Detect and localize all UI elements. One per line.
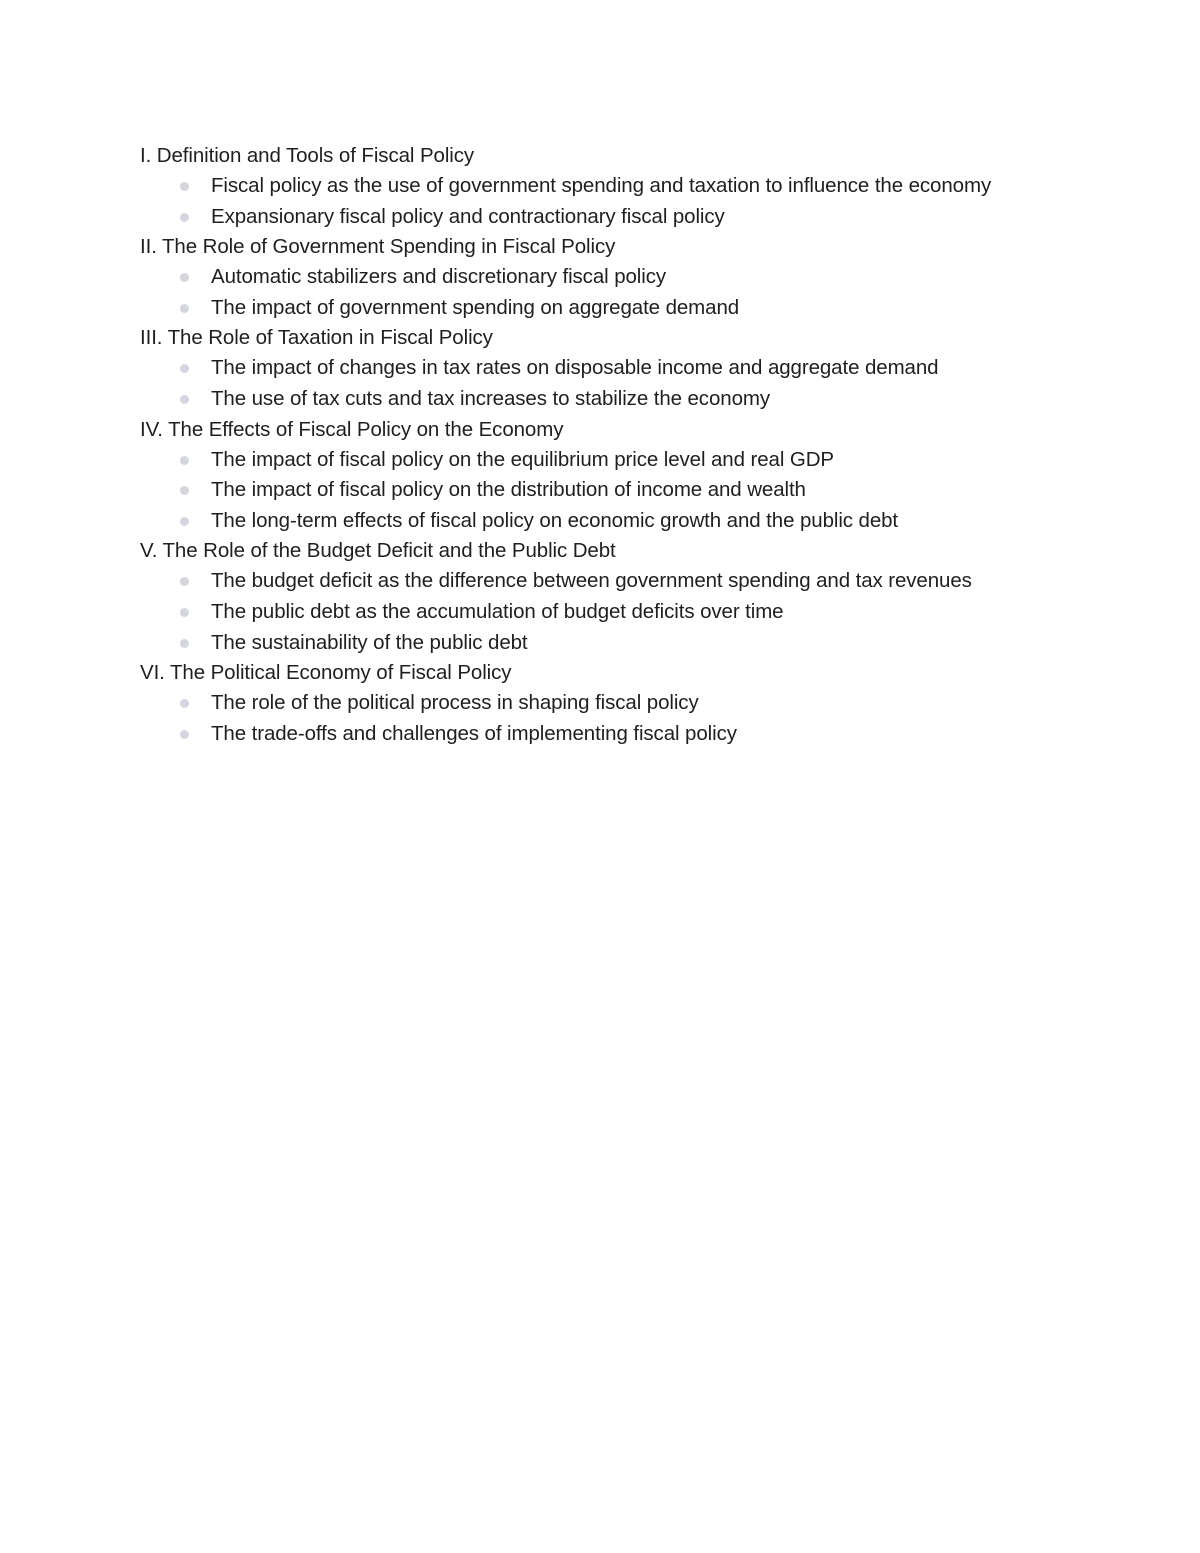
list-item-text: The impact of government spending on aggregate demand — [211, 295, 740, 319]
bullet-list — [140, 688, 1140, 749]
list-item-text: Expansionary fiscal policy and contractionary fiscal policy — [211, 204, 725, 228]
outline-section — [140, 323, 1140, 414]
list-item — [140, 384, 1140, 415]
list-item-text: The trade-offs and challenges of implementing fiscal policy — [211, 721, 737, 745]
bullet-dot-icon — [180, 456, 189, 465]
bullet-dot-icon — [180, 486, 189, 495]
bullet-dot-icon — [180, 608, 189, 617]
list-item-text: The impact of fiscal policy on the equilibrium price level and real GDP — [211, 447, 834, 471]
outline-section — [140, 536, 1140, 658]
section-heading: IV. The Effects of Fiscal Policy on the Economy — [140, 417, 564, 441]
list-item-text: The impact of fiscal policy on the distribution of income and wealth — [211, 478, 806, 502]
list-item-text: The public debt as the accumulation of budget deficits over time — [211, 599, 784, 623]
section-heading: VI. The Political Economy of Fiscal Policy — [140, 661, 512, 685]
section-heading: II. The Role of Government Spending in Fiscal Policy — [140, 235, 616, 259]
bullet-dot-icon — [180, 730, 189, 739]
outline-section — [140, 658, 1140, 749]
bullet-dot-icon — [180, 639, 189, 648]
outline-section — [140, 415, 1140, 537]
list-item — [140, 262, 1140, 293]
document-outline — [140, 141, 1140, 749]
list-item-text: The use of tax cuts and tax increases to stabilize the economy — [211, 386, 770, 410]
bullet-list — [140, 171, 1140, 232]
bullet-dot-icon — [180, 304, 189, 313]
list-item — [140, 719, 1140, 750]
bullet-dot-icon — [180, 395, 189, 404]
bullet-dot-icon — [180, 699, 189, 708]
list-item — [140, 202, 1140, 233]
list-item — [140, 597, 1140, 628]
list-item-text: The role of the political process in shaping fiscal policy — [211, 691, 699, 715]
bullet-dot-icon — [180, 577, 189, 586]
list-item — [140, 475, 1140, 506]
bullet-list — [140, 262, 1140, 323]
list-item-text: The sustainability of the public debt — [211, 630, 528, 654]
bullet-dot-icon — [180, 213, 189, 222]
list-item — [140, 688, 1140, 719]
list-item — [140, 171, 1140, 202]
bullet-list — [140, 353, 1140, 414]
list-item — [140, 445, 1140, 476]
bullet-list — [140, 566, 1140, 658]
list-item — [140, 628, 1140, 659]
bullet-list — [140, 445, 1140, 537]
list-item-text: The budget deficit as the difference between government spending and tax revenues — [211, 569, 972, 593]
list-item-text: The long-term effects of fiscal policy on economic growth and the public debt — [211, 508, 899, 532]
outline-section — [140, 141, 1140, 232]
outline-section — [140, 232, 1140, 323]
list-item — [140, 353, 1140, 384]
section-heading: I. Definition and Tools of Fiscal Policy — [140, 144, 475, 167]
list-item — [140, 566, 1140, 597]
list-item-text: The impact of changes in tax rates on disposable income and aggregate demand — [211, 356, 939, 380]
list-item — [140, 506, 1140, 537]
bullet-dot-icon — [180, 517, 189, 526]
list-item-text: Fiscal policy as the use of government spending and taxation to influence the economy — [211, 174, 992, 197]
section-heading: V. The Role of the Budget Deficit and the Public Debt — [140, 539, 616, 563]
list-item-text: Automatic stabilizers and discretionary fiscal policy — [211, 265, 666, 289]
section-heading: III. The Role of Taxation in Fiscal Policy — [140, 326, 493, 350]
list-item — [140, 293, 1140, 324]
bullet-dot-icon — [180, 182, 189, 191]
bullet-dot-icon — [180, 364, 189, 373]
bullet-dot-icon — [180, 273, 189, 282]
